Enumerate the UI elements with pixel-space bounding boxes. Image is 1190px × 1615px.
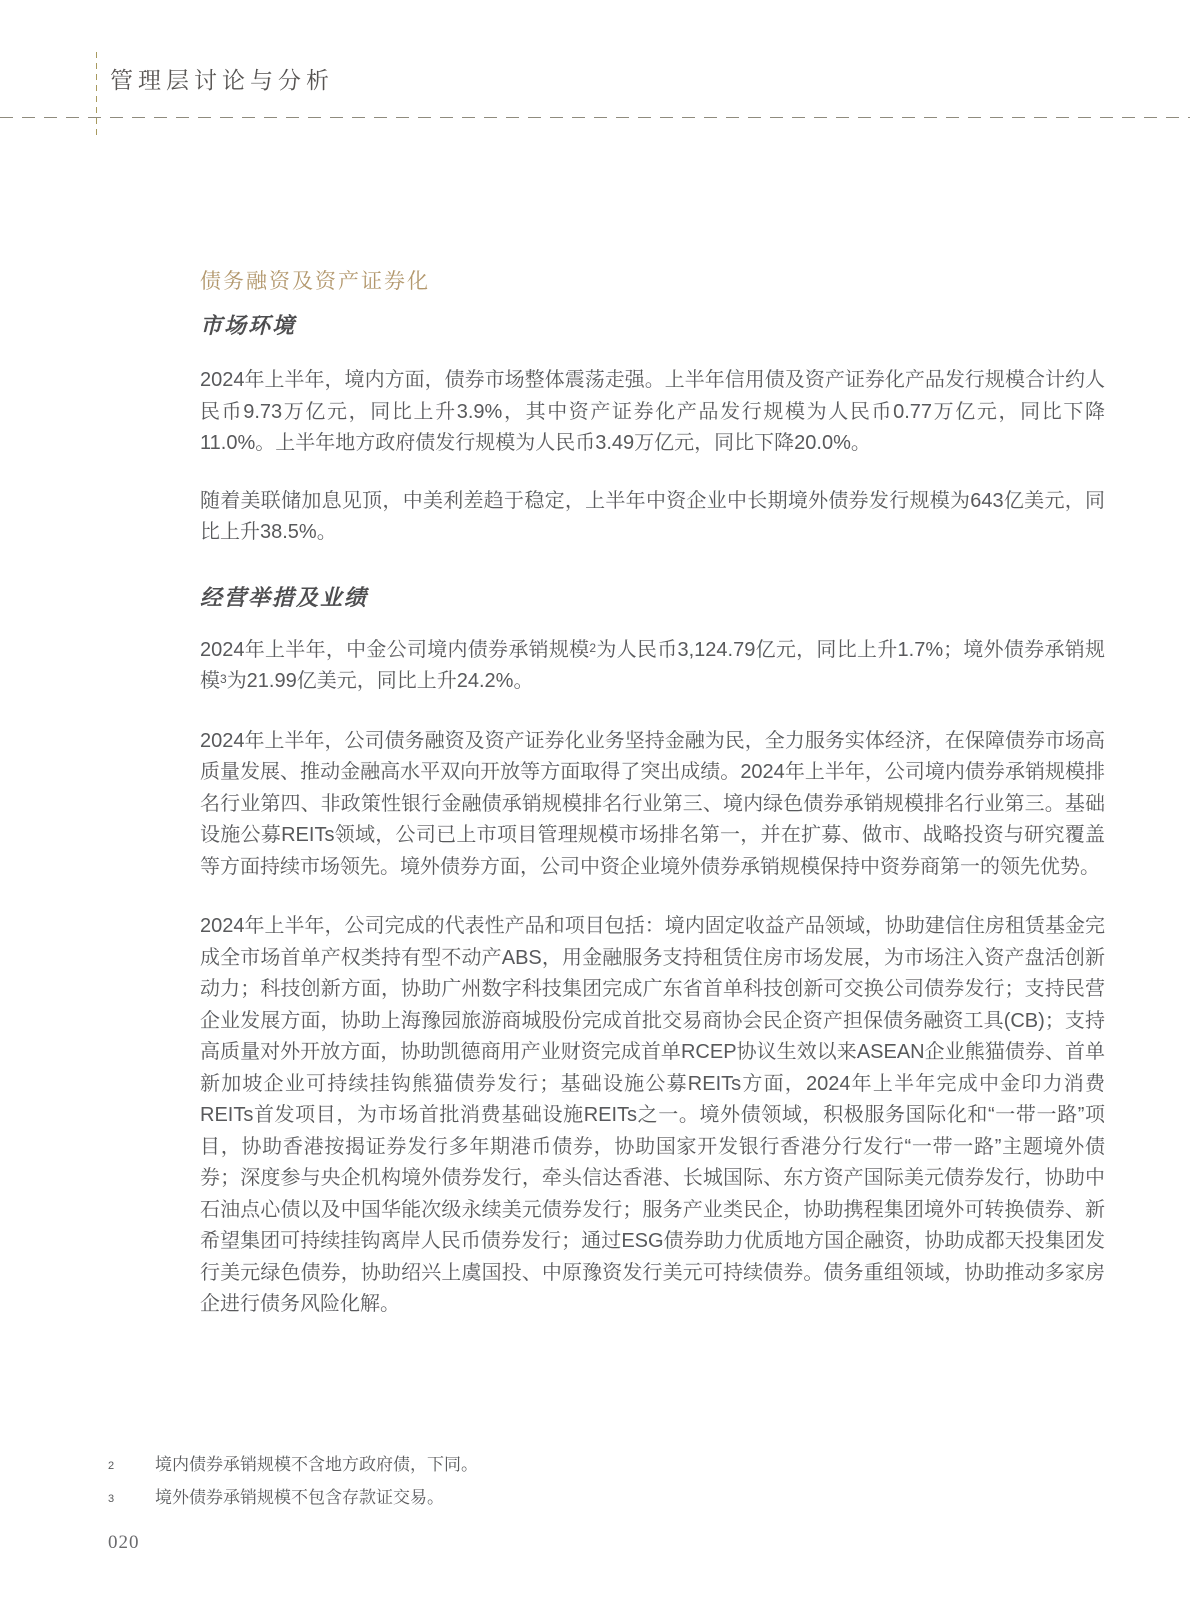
underwriting-text-segment-3: 为21.99亿美元，同比上升24.2%。 [226, 670, 534, 692]
paragraph-representative-products-projects: 2024年上半年，公司完成的代表性产品和项目包括：境内固定收益产品领域，协助建信住房租赁基金完成全市场首单产权类持有型不动产ABS，用金融服务支持租赁住房市场发展，为市场注入资产盘活创新动力；科技创新方面，协助广州数字科技集团完成广东省首单科技创新可交换公司债券发行；支持民营企业发展方面，协助上海豫园旅游商城股份完成首批交易商协会民企资产担保债务融资工具(CB)；支持高质量对外开放方面，协助凯德商用产业财资完成首单RCEP协议生效以来ASEAN企业熊猫债券、首单新加坡企业可持续挂钩熊猫债券发行；基础设施公募REITs方面，2024年上半年完成中金印力消费REITs首发项目，为市场首批消费基础设施REITs之一。境外债领域，积极服务国际化和“一带一路”项目，协助香港按揭证券发行多年期港币债券，协助国家开发银行香港分行发行“一带一路”主题境外债券；深度参与央企机构境外债券发行，牵头信达香港、长城国际、东方资产国际美元债券发行，协助中石油点心债以及中国华能次级永续美元债券发行；服务产业类民企，协助携程集团境外可转换债券、新希望集团可持续挂钩离岸人民币债券发行；通过ESG债券助力优质地方国企融资，协助成都天投集团发行美元绿色债券，协助绍兴上虞国投、中原豫资发行美元可持续债券。债务重组领域，协助推动多家房企进行债务风险化解。 [200, 915, 1105, 1315]
footnote-2 [108, 1448, 1008, 1481]
underwriting-text-segment-1: 2024年上半年，中金公司境内债券承销规模 [200, 638, 590, 661]
footnote-3-text: 境外债券承销规模不包含存款证交易。 [155, 1488, 444, 1507]
header-horizontal-dashed-line [0, 117, 1190, 118]
footnote-2-text: 境内债券承销规模不含地方政府债，下同。 [155, 1455, 478, 1474]
paragraph-underwriting-scale [200, 635, 1105, 698]
footnotes [108, 1448, 1008, 1514]
subheading-market-environment: 市场环境 [200, 313, 297, 338]
paragraph-domestic-bond-market: 2024年上半年，境内方面，债券市场整体震荡走强。上半年信用债及资产证券化产品发行规模合计约人民币9.73万亿元，同比上升3.9%，其中资产证券化产品发行规模为人民币0.77万亿元，同比下降11.0%。上半年地方政府债发行规模为人民币3.49万亿元，同比下降20.0%。 [200, 369, 1105, 454]
section-heading-debt-financing: 债务融资及资产证券化 [200, 270, 430, 293]
underwriting-text-segment-2: 为人民币3,124.79亿元，同比上升1.7%；境外债券承销规模 [200, 638, 1106, 692]
paragraph-business-achievements-rankings: 2024年上半年，公司债务融资及资产证券化业务坚持金融为民，全力服务实体经济，在保障债券市场高质量发展、推动金融高水平双向开放等方面取得了突出成绩。2024年上半年，公司境内债券承销规模排名行业第四、非政策性银行金融债承销规模排名行业第三、境内绿色债券承销规模排名行业第三。基础设施公募REITs领域，公司已上市项目管理规模市场排名第一，并在扩募、做市、战略投资与研究覆盖等方面持续市场领先。境外债券方面，公司中资企业境外债券承销规模保持中资券商第一的领先优势。 [200, 729, 1105, 878]
page-number: 020 [108, 1532, 140, 1553]
footnote-3 [108, 1481, 1008, 1514]
report-header-title: 管理层讨论与分析 [110, 68, 334, 93]
main-content [200, 270, 1105, 1321]
header-vertical-dashed-line [96, 52, 97, 138]
footnote-reference-2: 2 [589, 640, 597, 655]
footnote-3-marker: 3 [108, 1493, 115, 1505]
subheading-operating-measures-results: 经营举措及业绩 [200, 584, 369, 610]
footnote-2-marker: 2 [108, 1460, 115, 1472]
paragraph-offshore-bond-market: 随着美联储加息见顶，中美利差趋于稳定，上半年中资企业中长期境外债券发行规模为643亿美元，同比上升38.5%。 [200, 489, 1105, 543]
footnote-reference-3: 3 [220, 672, 227, 686]
